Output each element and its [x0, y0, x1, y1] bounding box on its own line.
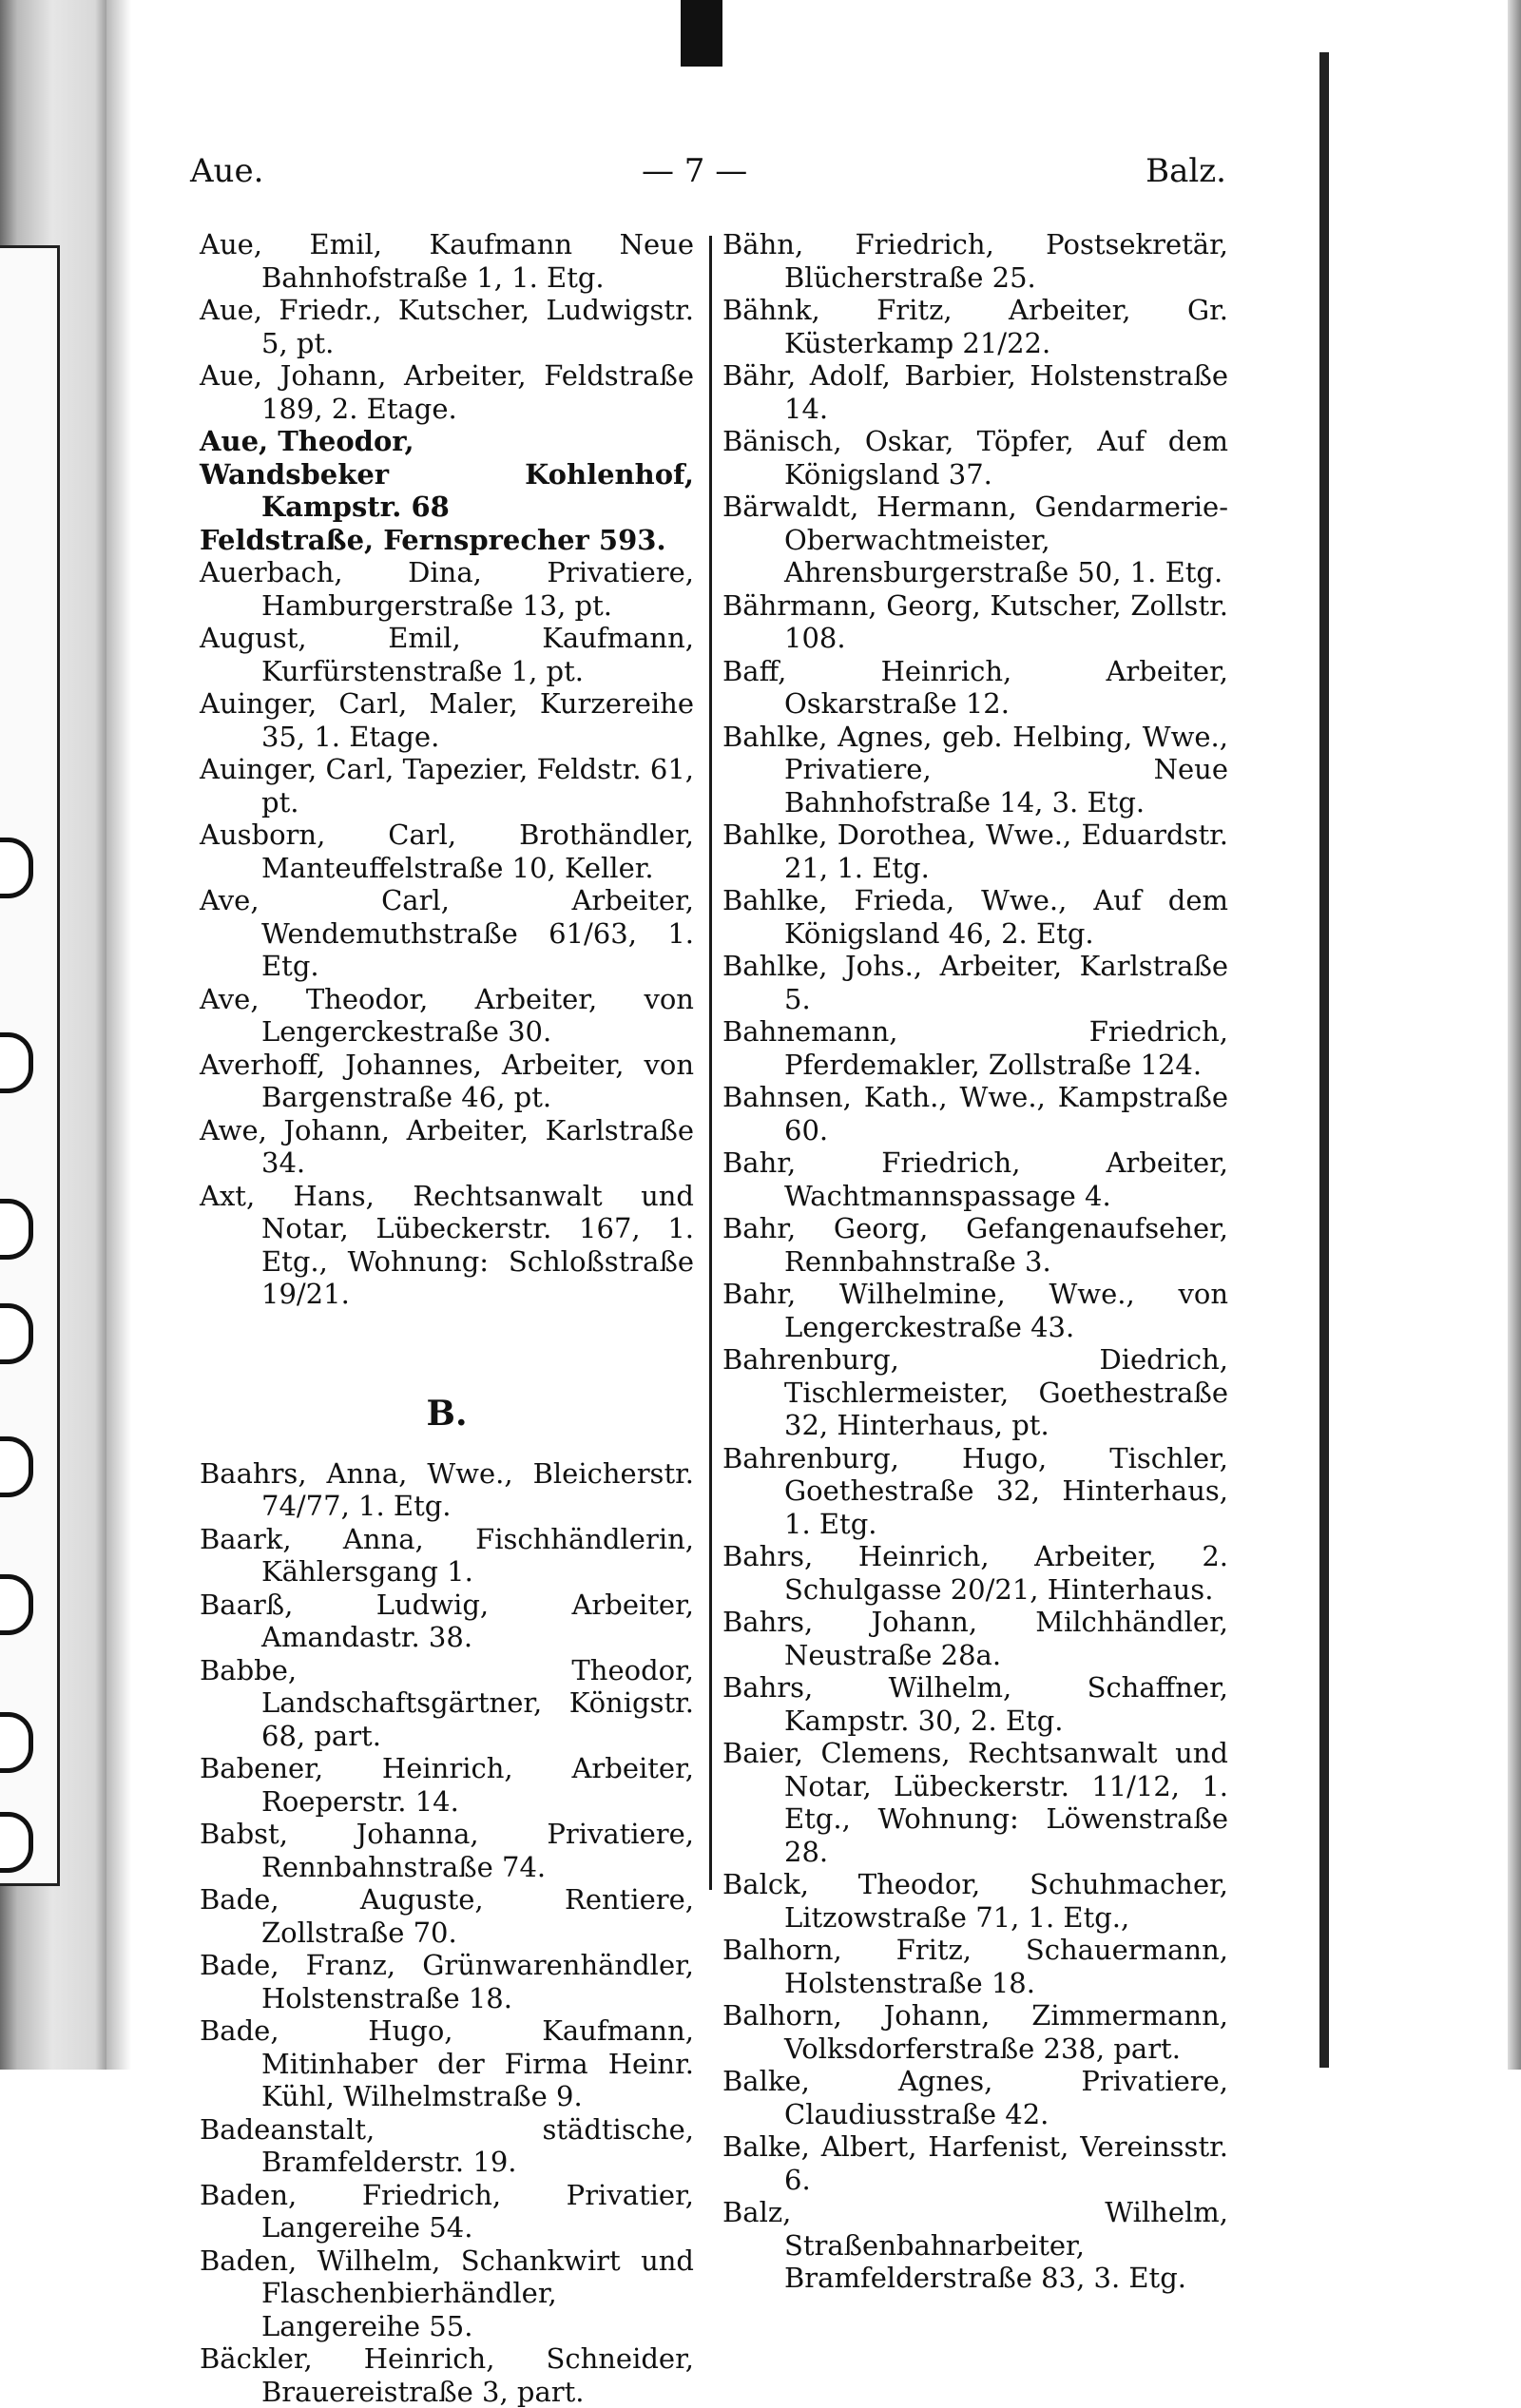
directory-entry: Axt, Hans, Rechtsanwalt und Notar, Lübeckerstr. 167, 1. Etg., Wohnung: Schloßstraße 19/21. — [200, 1179, 694, 1310]
directory-entry: Bade, Franz, Grünwarenhändler, Holstenstraße 18. — [200, 1949, 694, 2014]
ornament-icon — [0, 1712, 33, 1773]
directory-entry: Babbe, Theodor, Landschaftsgärtner, Königstr. 68, part. — [200, 1653, 694, 1752]
directory-entry: Bähnk, Fritz, Arbeiter, Gr. Küsterkamp 21/22. — [722, 294, 1228, 359]
directory-entry: Awe, Johann, Arbeiter, Karlstraße 34. — [200, 1113, 694, 1179]
directory-entry: Aue, Johann, Arbeiter, Feldstraße 189, 2. Etage. — [200, 359, 694, 425]
advertisement-line: Feldstraße, Fernsprecher 593. — [200, 523, 666, 556]
directory-entry: Bahr, Friedrich, Arbeiter, Wachtmannspassage 4. — [722, 1146, 1228, 1212]
ornament-icon — [0, 1574, 33, 1635]
directory-entry: Bahr, Wilhelmine, Wwe., von Lengerckestraße 43. — [722, 1278, 1228, 1343]
directory-entry: Ave, Theodor, Arbeiter, von Lengerckestraße 30. — [200, 982, 694, 1048]
directory-entry: Bahlke, Frieda, Wwe., Auf dem Königsland 46, 2. Etg. — [722, 884, 1228, 950]
directory-entry: Balke, Albert, Harfenist, Vereinsstr. 6. — [722, 2130, 1228, 2196]
header-first-entry: Aue. — [190, 152, 264, 190]
ornament-icon — [0, 838, 33, 898]
directory-entry: Auerbach, Dina, Privatiere, Hamburgerstraße 13, pt. — [200, 556, 694, 622]
directory-entry: Babst, Johanna, Privatiere, Rennbahnstraße 74. — [200, 1818, 694, 1883]
directory-entry: Baahrs, Anna, Wwe., Bleicherstr. 74/77, 1. Etg. — [200, 1456, 694, 1522]
directory-entry: Bahlke, Dorothea, Wwe., Eduardstr. 21, 1. Etg. — [722, 819, 1228, 884]
directory-entry: Baff, Heinrich, Arbeiter, Oskarstraße 12. — [722, 654, 1228, 720]
directory-entry: Bahrs, Heinrich, Arbeiter, 2. Schulgasse 20/21, Hinterhaus. — [722, 1540, 1228, 1606]
directory-entry: Aue, Emil, Kaufmann Neue Bahnhofstraße 1, 1. Etg. — [200, 228, 694, 294]
directory-entry: Balz, Wilhelm, Straßenbahnarbeiter, Bramfelderstraße 83, 3. Etg. — [722, 2196, 1228, 2294]
ornament-icon — [0, 1303, 33, 1364]
directory-entry: Bade, Auguste, Rentiere, Zollstraße 70. — [200, 1883, 694, 1949]
directory-entry: Bahrs, Johann, Milchhändler, Neustraße 28a. — [722, 1606, 1228, 1671]
directory-entry: Balhorn, Johann, Zimmermann, Volksdorferstraße 238, part. — [722, 1999, 1228, 2065]
directory-entry: Baier, Clemens, Rechtsanwalt und Notar, Lübeckerstr. 11/12, 1. Etg., Wohnung: Löwenstraße 28. — [722, 1737, 1228, 1868]
directory-entry: Balke, Agnes, Privatiere, Claudiusstraße 42. — [722, 2065, 1228, 2130]
page-edge — [1508, 0, 1521, 2070]
running-header — [190, 152, 1226, 200]
directory-entry: Badeanstalt, städtische, Bramfelderstr. 19. — [200, 2112, 694, 2178]
directory-entry: Ausborn, Carl, Brothändler, Manteuffelstraße 10, Keller. — [200, 819, 694, 884]
advertisement-name: Aue, Theodor, — [200, 425, 414, 457]
advertisement-line: Wandsbeker Kohlenhof, Kampstr. 68 — [200, 457, 694, 523]
directory-entry: Auinger, Carl, Maler, Kurzereihe 35, 1. Etage. — [200, 687, 694, 753]
right-column — [722, 228, 1228, 2295]
directory-entry: Baden, Friedrich, Privatier, Langereihe 54. — [200, 2178, 694, 2244]
ornament-icon — [0, 1436, 33, 1497]
ornament-icon — [0, 1032, 33, 1093]
directory-entry: Bähr, Adolf, Barbier, Holstenstraße 14. — [722, 359, 1228, 425]
directory-entry: Balck, Theodor, Schuhmacher, Litzowstraße 71, 1. Etg., — [722, 1868, 1228, 1934]
directory-entry: Baden, Wilhelm, Schankwirt und Flaschenbierhändler, Langereihe 55. — [200, 2244, 694, 2342]
ornament-icon — [0, 1199, 33, 1260]
directory-entry-advertisement — [200, 425, 694, 556]
directory-entry: Balhorn, Fritz, Schauermann, Holstenstraße 18. — [722, 1934, 1228, 1999]
directory-entry: Baarß, Ludwig, Arbeiter, Amandastr. 38. — [200, 1588, 694, 1653]
spine-decorative-panel — [0, 245, 60, 1886]
header-last-entry: Balz. — [1146, 152, 1226, 190]
directory-entry: Baark, Anna, Fischhändlerin, Kählersgang 1. — [200, 1522, 694, 1588]
directory-entry: Bährmann, Georg, Kutscher, Zollstr. 108. — [722, 588, 1228, 654]
directory-entry: Bäckler, Heinrich, Schneider, Brauereistraße 3, part. — [200, 2342, 694, 2408]
directory-entry: Bahnemann, Friedrich, Pferdemakler, Zollstraße 124. — [722, 1015, 1228, 1081]
page-edge-shadow — [1319, 52, 1329, 2068]
directory-entry: Bahrs, Wilhelm, Schaffner, Kampstr. 30, 2. Etg. — [722, 1671, 1228, 1737]
directory-entry: Bahlke, Agnes, geb. Helbing, Wwe., Privatiere, Neue Bahnhofstraße 14, 3. Etg. — [722, 720, 1228, 819]
directory-entry: Auinger, Carl, Tapezier, Feldstr. 61, pt. — [200, 753, 694, 819]
directory-entry: Bänisch, Oskar, Töpfer, Auf dem Königsland 37. — [722, 425, 1228, 491]
directory-entry: Bahnsen, Kath., Wwe., Kampstraße 60. — [722, 1081, 1228, 1146]
ornament-icon — [0, 1812, 33, 1873]
directory-entry: Bahr, Georg, Gefangenaufseher, Rennbahnstraße 3. — [722, 1212, 1228, 1278]
bookmark-ribbon — [681, 0, 722, 67]
page-gutter-shadow — [106, 0, 131, 2070]
directory-entry: August, Emil, Kaufmann, Kurfürstenstraße 1, pt. — [200, 622, 694, 687]
column-divider — [709, 236, 712, 1890]
book-spine — [0, 0, 106, 2070]
directory-entry: Bahrenburg, Hugo, Tischler, Goethestraße 32, Hinterhaus, 1. Etg. — [722, 1441, 1228, 1540]
section-letter-heading: B. — [426, 1393, 468, 1434]
directory-entry: Bade, Hugo, Kaufmann, Mitinhaber der Firma Heinr. Kühl, Wilhelmstraße 9. — [200, 2014, 694, 2112]
directory-entry: Babener, Heinrich, Arbeiter, Roeperstr. 14. — [200, 1752, 694, 1818]
directory-entry: Bahlke, Johs., Arbeiter, Karlstraße 5. — [722, 950, 1228, 1015]
directory-entry: Ave, Carl, Arbeiter, Wendemuthstraße 61/63, 1. Etg. — [200, 884, 694, 982]
directory-entry: Averhoff, Johannes, Arbeiter, von Bargenstraße 46, pt. — [200, 1048, 694, 1113]
left-column — [200, 228, 694, 2408]
directory-entry: Bärwaldt, Hermann, Gendarmerie-Oberwachtmeister, Ahrensburgerstraße 50, 1. Etg. — [722, 491, 1228, 588]
directory-entry: Aue, Friedr., Kutscher, Ludwigstr. 5, pt. — [200, 294, 694, 359]
page-number: — 7 — — [642, 152, 748, 190]
directory-entry: Bahrenburg, Diedrich, Tischlermeister, Goethestraße 32, Hinterhaus, pt. — [722, 1343, 1228, 1441]
directory-entry: Bähn, Friedrich, Postsekretär, Blücherstraße 25. — [722, 228, 1228, 294]
